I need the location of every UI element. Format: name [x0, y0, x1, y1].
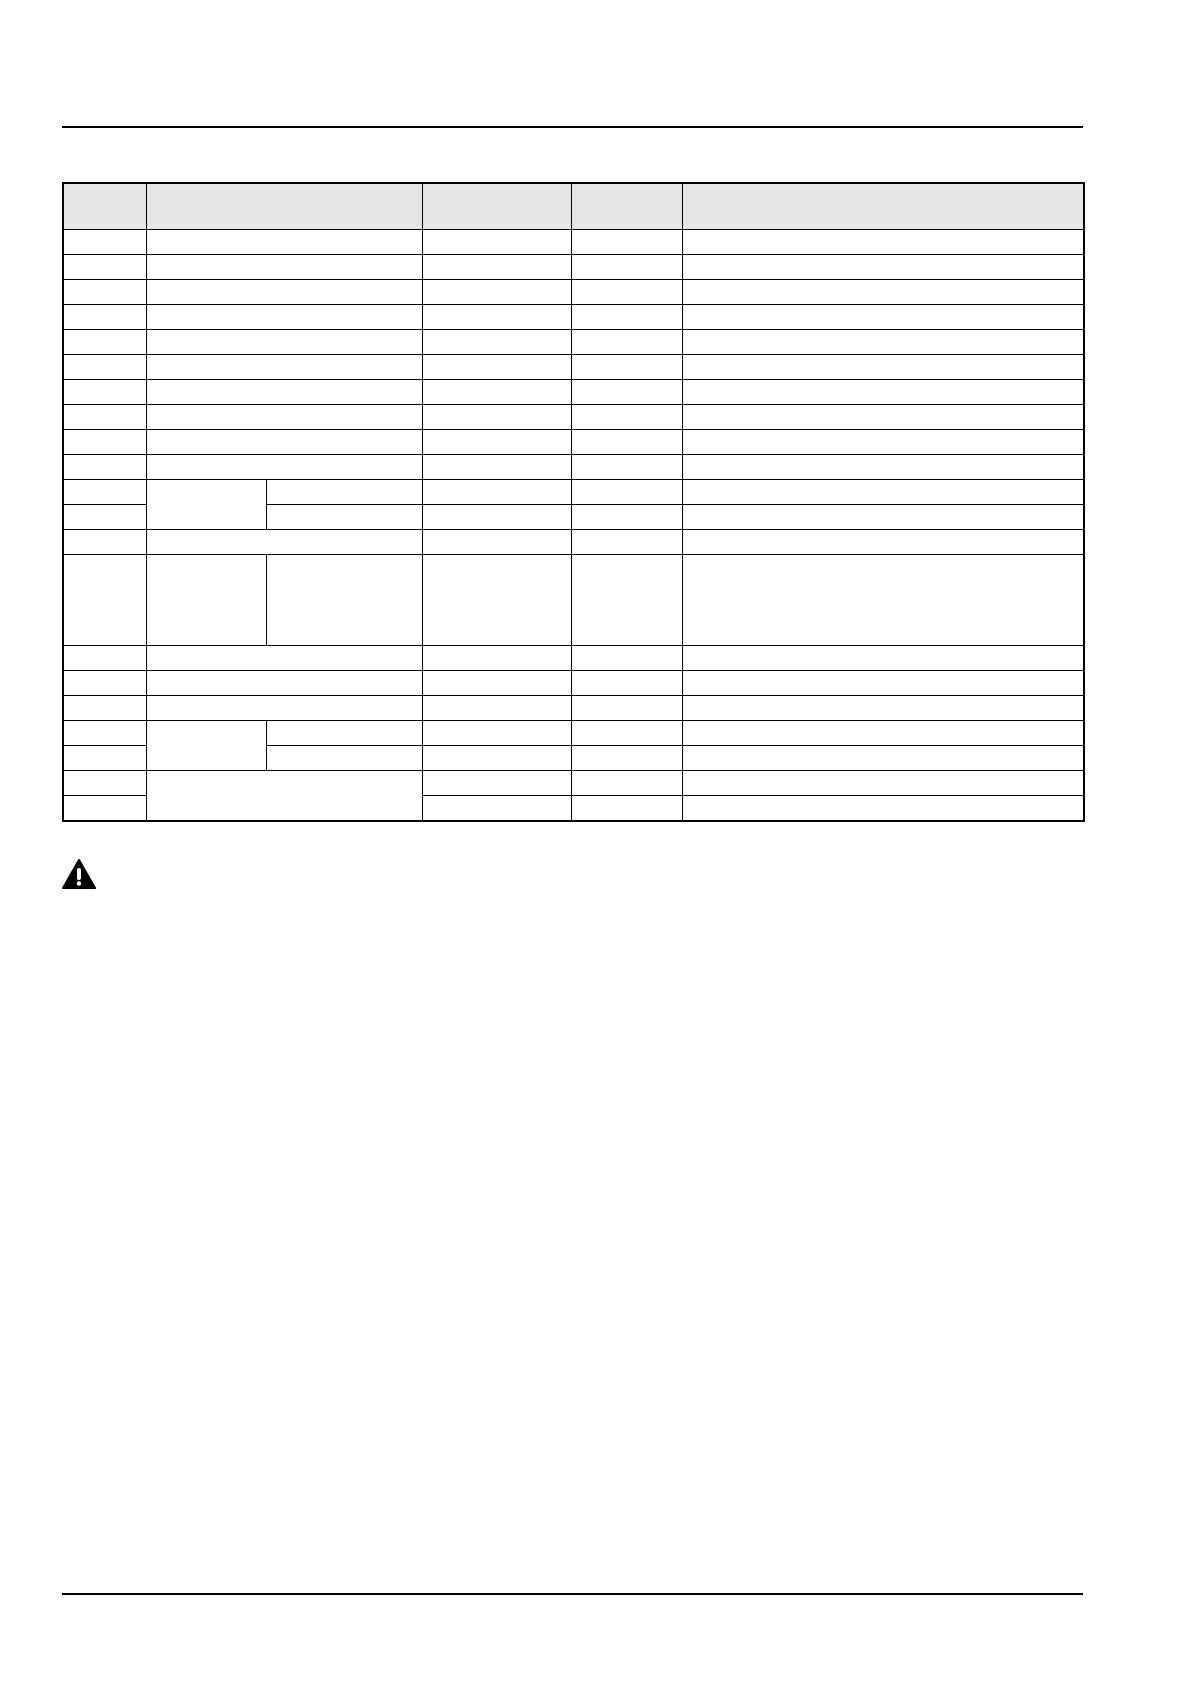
table-cell — [422, 646, 571, 671]
table-row — [63, 671, 1084, 696]
table-cell — [63, 230, 146, 255]
table-cell — [422, 255, 571, 280]
header-cell-2 — [146, 183, 422, 230]
table-row — [63, 721, 1084, 746]
table-cell — [682, 355, 1084, 380]
table-cell — [571, 746, 682, 771]
header-cell-1 — [63, 183, 146, 230]
table-cell — [266, 505, 422, 530]
table-row — [63, 696, 1084, 721]
table-cell — [63, 480, 146, 505]
table-cell — [146, 455, 422, 480]
table-cell — [63, 646, 146, 671]
table-cell — [571, 405, 682, 430]
table-cell — [422, 280, 571, 305]
table-cell — [146, 230, 422, 255]
table-cell — [63, 555, 146, 646]
table-cell — [571, 230, 682, 255]
table-cell — [63, 455, 146, 480]
table-cell — [422, 796, 571, 822]
table-cell — [571, 771, 682, 796]
table-cell — [422, 380, 571, 405]
table-row — [63, 646, 1084, 671]
table-cell — [63, 405, 146, 430]
table-cell — [571, 646, 682, 671]
table-cell — [63, 380, 146, 405]
table-cell — [63, 255, 146, 280]
table-cell — [571, 530, 682, 555]
table-row — [63, 255, 1084, 280]
table-cell — [63, 746, 146, 771]
table-group-cell — [146, 771, 422, 822]
table-cell — [571, 330, 682, 355]
table-cell — [146, 430, 422, 455]
table-cell — [146, 280, 422, 305]
table-cell — [682, 230, 1084, 255]
table-cell — [63, 430, 146, 455]
table-cell — [571, 555, 682, 646]
table-cell — [682, 796, 1084, 822]
table-row — [63, 555, 1084, 646]
table-cell — [682, 305, 1084, 330]
table-cell — [682, 405, 1084, 430]
table-cell — [682, 280, 1084, 305]
table-cell — [682, 555, 1084, 646]
table-cell — [146, 671, 422, 696]
table-cell — [422, 455, 571, 480]
table-cell — [422, 696, 571, 721]
header-rule — [62, 126, 1083, 128]
table-cell — [682, 380, 1084, 405]
table-cell — [63, 771, 146, 796]
table-row — [63, 380, 1084, 405]
warning-triangle-icon — [62, 859, 96, 889]
table-cell — [682, 480, 1084, 505]
table-cell — [422, 230, 571, 255]
table-cell — [146, 555, 266, 646]
table-group-cell — [146, 480, 266, 530]
table-row — [63, 771, 1084, 796]
table-cell — [571, 671, 682, 696]
table-cell — [63, 505, 146, 530]
table-cell — [146, 355, 422, 380]
table-cell — [146, 305, 422, 330]
table-cell — [571, 796, 682, 822]
table-cell — [682, 530, 1084, 555]
table-row — [63, 530, 1084, 555]
table-cell — [63, 721, 146, 746]
table-cell — [571, 255, 682, 280]
table-cell — [571, 696, 682, 721]
table-cell — [682, 330, 1084, 355]
table-cell — [146, 330, 422, 355]
table-cell — [571, 721, 682, 746]
table-cell — [571, 355, 682, 380]
table-cell — [682, 746, 1084, 771]
table-row — [63, 430, 1084, 455]
table-cell — [422, 405, 571, 430]
table-cell — [422, 746, 571, 771]
table-cell — [422, 721, 571, 746]
table-cell — [682, 455, 1084, 480]
header-cell-5 — [682, 183, 1084, 230]
table-cell — [266, 721, 422, 746]
table-cell — [682, 671, 1084, 696]
table-cell — [146, 380, 422, 405]
header-cell-3 — [422, 183, 571, 230]
footer-rule — [62, 1593, 1083, 1595]
table-cell — [63, 280, 146, 305]
table-row — [63, 480, 1084, 505]
table-row — [63, 305, 1084, 330]
table-cell — [571, 455, 682, 480]
table-group-cell — [146, 721, 266, 771]
table-cell — [266, 555, 422, 646]
header-cell-4 — [571, 183, 682, 230]
table-cell — [63, 696, 146, 721]
table-row — [63, 455, 1084, 480]
table-cell — [422, 771, 571, 796]
table-cell — [682, 771, 1084, 796]
table-cell — [682, 505, 1084, 530]
table-cell — [422, 330, 571, 355]
table-row — [63, 330, 1084, 355]
table-cell — [682, 721, 1084, 746]
table-cell — [422, 671, 571, 696]
table-cell — [63, 796, 146, 822]
table-cell — [146, 696, 422, 721]
table-cell — [422, 505, 571, 530]
table-cell — [422, 555, 571, 646]
table-cell — [422, 480, 571, 505]
table-row — [63, 355, 1084, 380]
table-cell — [63, 305, 146, 330]
table-cell — [422, 530, 571, 555]
table-cell — [266, 480, 422, 505]
table-row — [63, 230, 1084, 255]
spec-table — [62, 182, 1085, 822]
table-cell — [682, 696, 1084, 721]
table-cell — [571, 505, 682, 530]
table-cell — [63, 355, 146, 380]
table-cell — [63, 530, 146, 555]
table-cell — [146, 255, 422, 280]
table-cell — [571, 430, 682, 455]
table-cell — [571, 480, 682, 505]
table-cell — [682, 255, 1084, 280]
table-row — [63, 405, 1084, 430]
table-cell — [682, 430, 1084, 455]
table-cell — [422, 430, 571, 455]
table-cell — [146, 405, 422, 430]
table-header-row — [63, 183, 1084, 230]
table-cell — [266, 746, 422, 771]
table-cell — [146, 530, 422, 555]
table-cell — [571, 280, 682, 305]
table-row — [63, 280, 1084, 305]
table-cell — [63, 671, 146, 696]
table-cell — [146, 646, 422, 671]
table-cell — [571, 380, 682, 405]
table-cell — [422, 355, 571, 380]
table-cell — [682, 646, 1084, 671]
table-cell — [571, 305, 682, 330]
table-cell — [63, 330, 146, 355]
table-cell — [422, 305, 571, 330]
